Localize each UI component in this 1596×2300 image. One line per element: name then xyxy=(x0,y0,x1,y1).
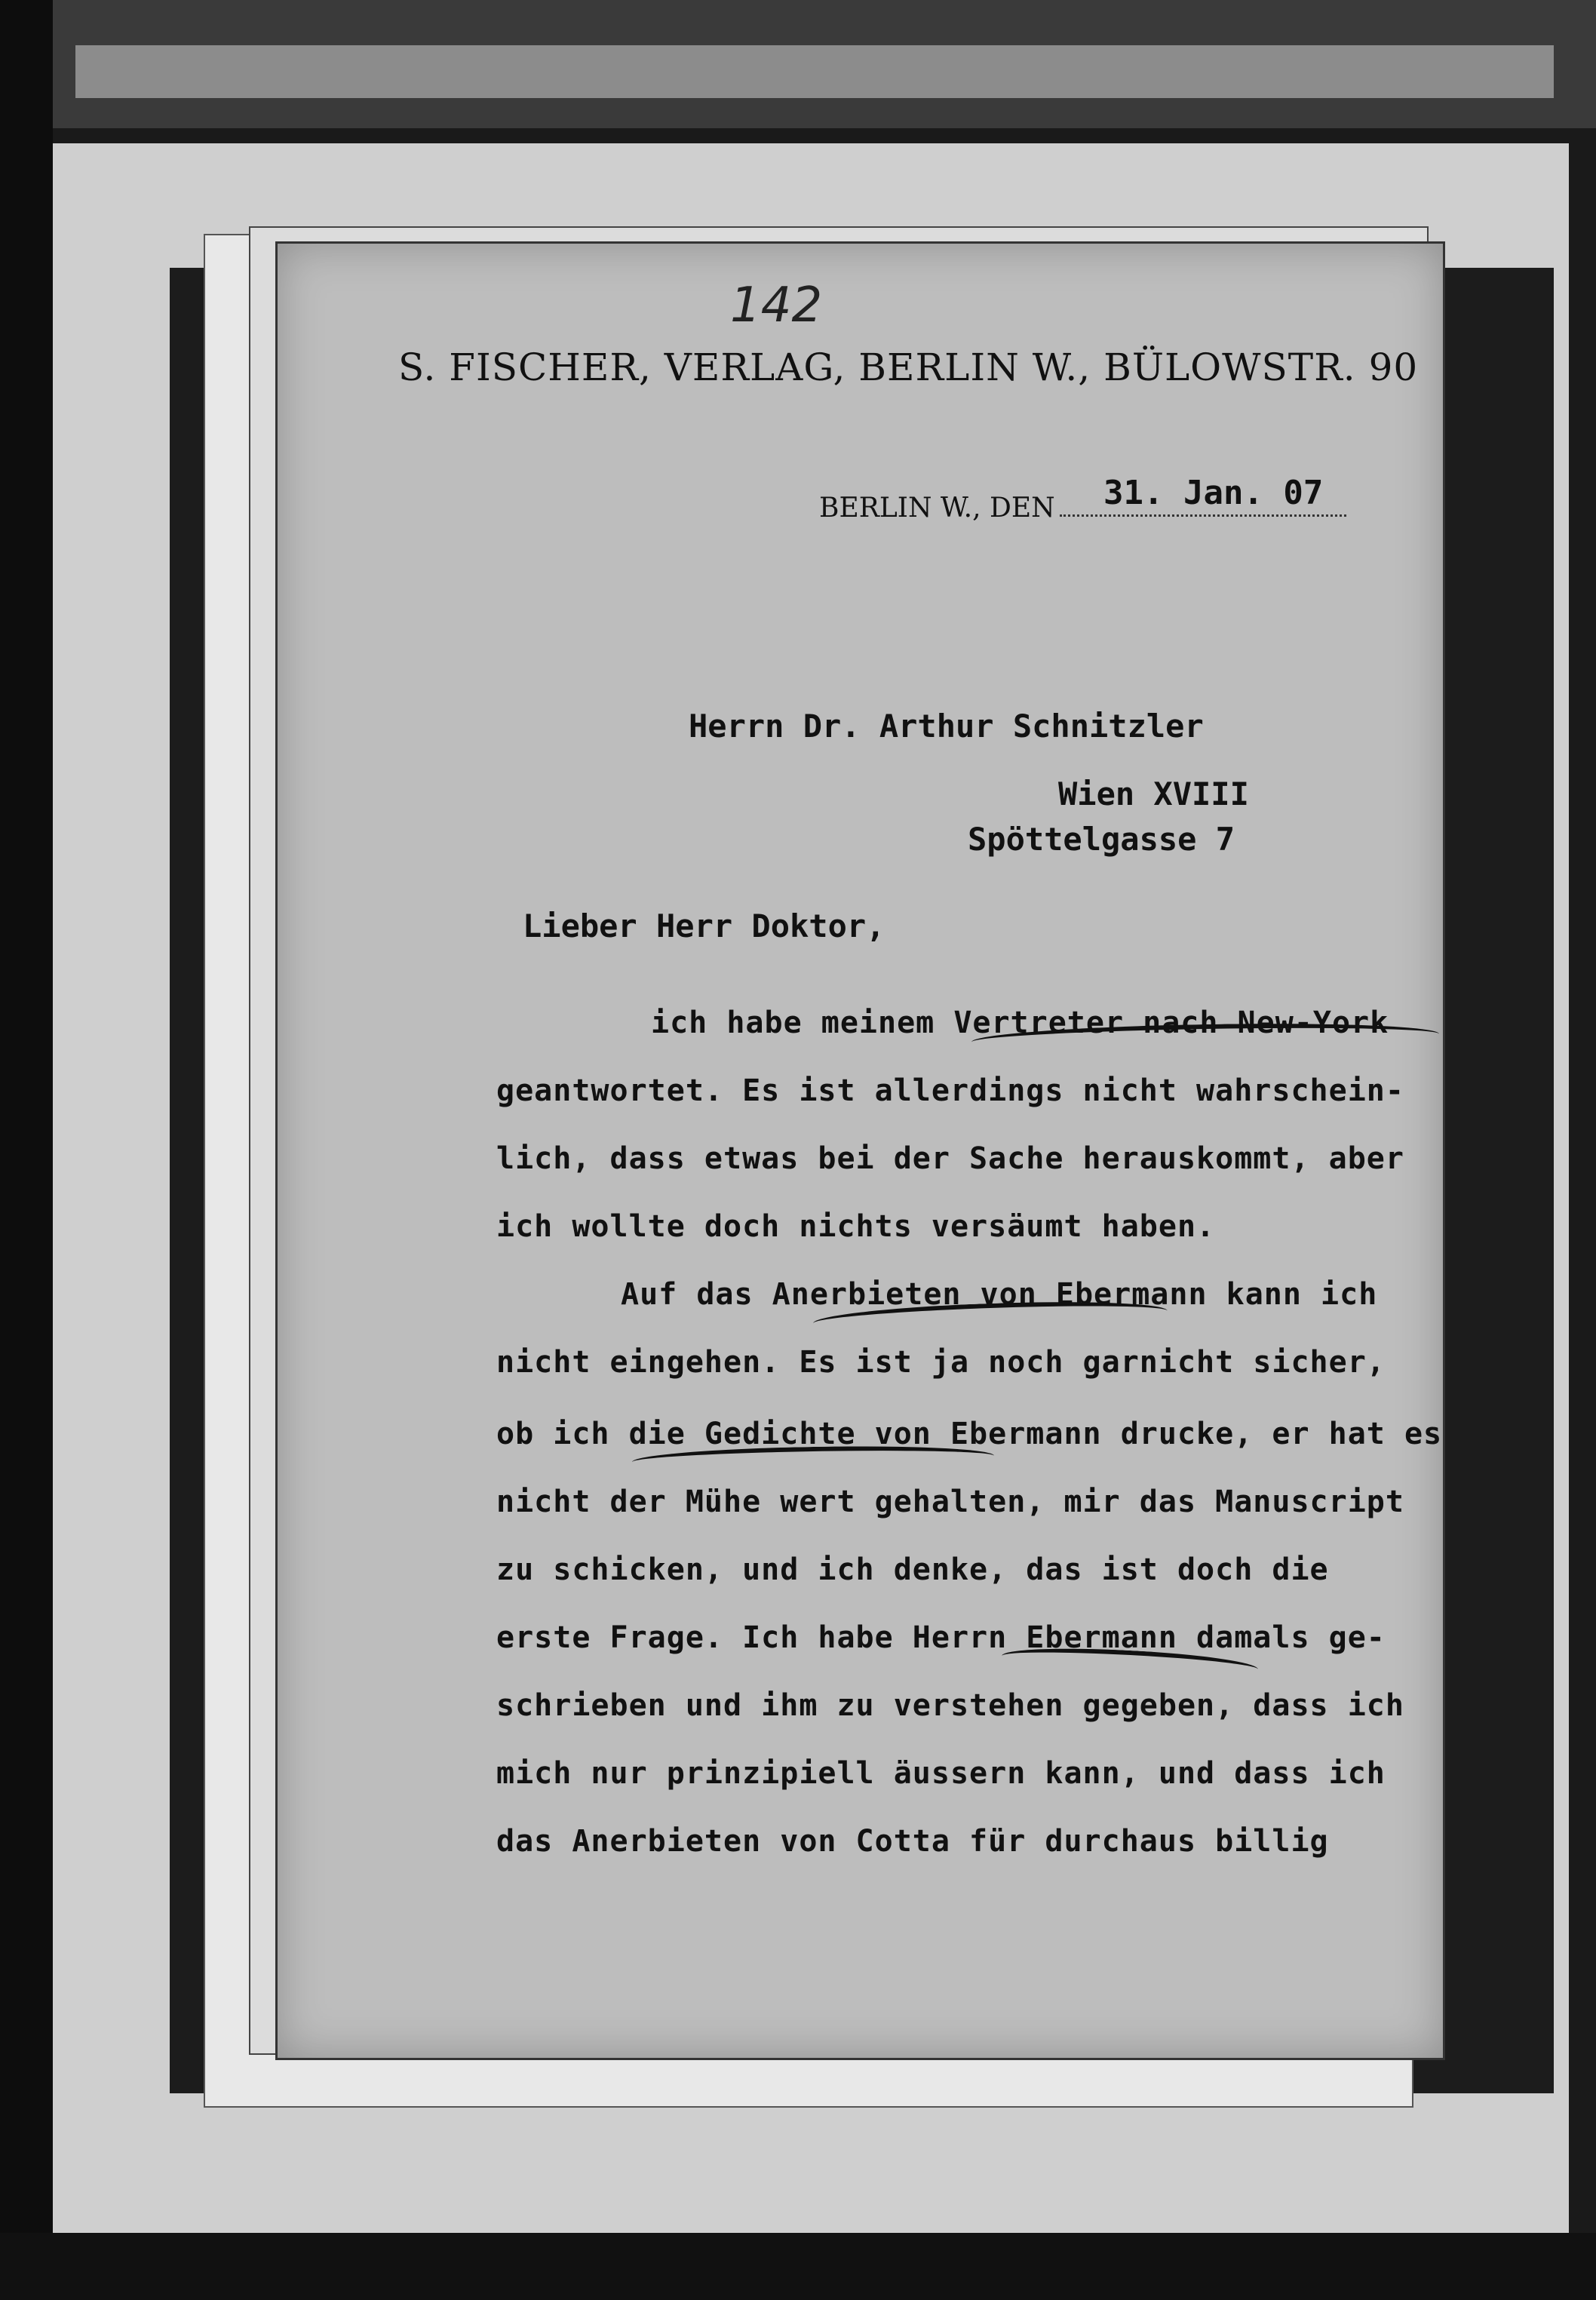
letter-sheet xyxy=(275,241,1445,2060)
date-dotted-line xyxy=(1060,514,1346,517)
body-line: schrieben und ihm zu verstehen gegeben, dass ich xyxy=(496,1688,1404,1723)
photo-top-band xyxy=(0,0,1596,128)
body-line: geantwortet. Es ist allerdings nicht wahrschein- xyxy=(496,1073,1404,1108)
letter-date: 31. Jan. 07 xyxy=(1103,474,1324,512)
body-line: mich nur prinzipiell äussern kann, und dass ich xyxy=(496,1756,1386,1791)
body-line: lich, dass etwas bei der Sache herauskommt, aber xyxy=(496,1141,1404,1176)
body-line: erste Frage. Ich habe Herrn Ebermann damals ge- xyxy=(496,1620,1386,1655)
salutation: Lieber Herr Doktor, xyxy=(523,907,885,944)
body-line: nicht der Mühe wert gehalten, mir das Manuscript xyxy=(496,1485,1404,1519)
recipient-street: Spöttelgasse 7 xyxy=(968,821,1235,858)
photo-left-edge xyxy=(0,0,53,2300)
body-line: das Anerbieten von Cotta für durchaus billig xyxy=(496,1824,1329,1859)
archive-number: 142 xyxy=(730,278,823,333)
place-label: BERLIN W., DEN xyxy=(819,493,1055,524)
body-line: zu schicken, und ich denke, das ist doch die xyxy=(496,1552,1329,1587)
body-line: nicht eingehen. Es ist ja noch garnicht sicher, xyxy=(496,1345,1386,1380)
body-line: Auf das Anerbieten von Ebermann kann ich xyxy=(621,1277,1378,1312)
recipient-city: Wien XVIII xyxy=(1058,775,1249,812)
body-line: ob ich die Gedichte von Ebermann drucke, er hat es xyxy=(496,1417,1443,1451)
body-line: ich wollte doch nichts versäumt haben. xyxy=(496,1209,1216,1244)
recipient-name: Herrn Dr. Arthur Schnitzler xyxy=(689,708,1204,745)
body-line: ich habe meinem Vertreter nach New-York xyxy=(651,1006,1389,1040)
letterhead: S. FISCHER, VERLAG, BERLIN W., BÜLOWSTR. 90 xyxy=(398,345,1419,389)
photo-bottom-edge xyxy=(0,2233,1596,2300)
